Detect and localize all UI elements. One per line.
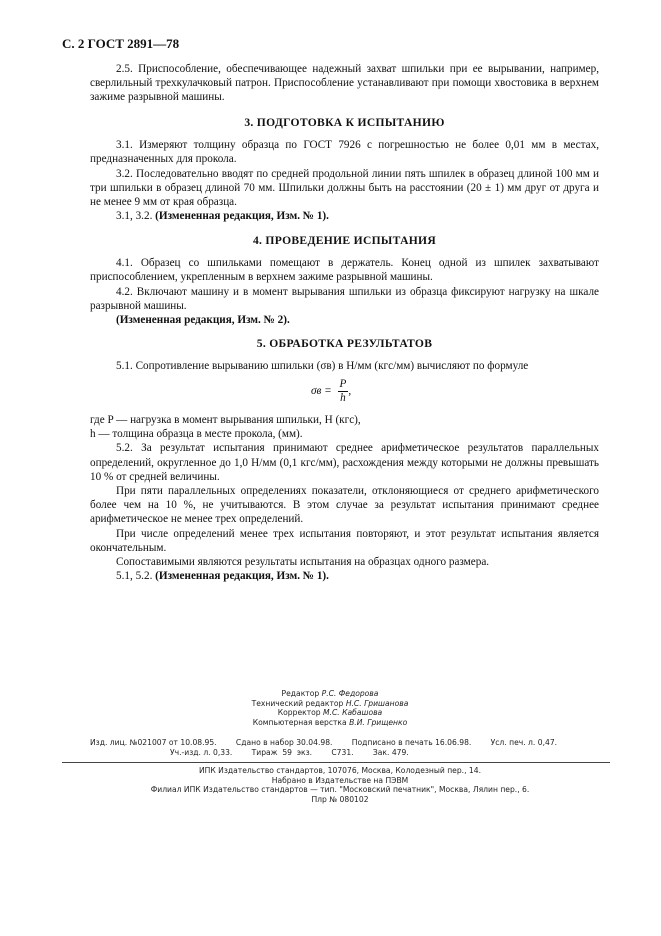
credit-corrector-name: М.С. Кабашова <box>323 708 383 718</box>
credit-editor <box>200 689 460 699</box>
amendment-note-5: (Измененная редакция, Изм. № 1). <box>155 570 329 583</box>
formula-denominator: h <box>340 392 346 404</box>
section-5-body <box>90 413 599 583</box>
section-4-amendment: (Измененная редакция, Изм. № 2). <box>116 314 290 327</box>
section-4 <box>90 234 599 327</box>
where-line-2: h — толщина образца в месте прокола, (мм). <box>90 428 303 441</box>
footer-line-2: Набрано в Издательстве на ПЭВМ <box>271 775 409 785</box>
credit-corrector-label: Корректор <box>277 708 321 718</box>
footer-line-1: ИПК Издательство стандартов, 107076, Москва, Колодезный пер., 14. <box>198 766 481 775</box>
paragraph-5-2-d: Сопоставимыми являются результаты испытания на образцах одного размера. <box>116 556 490 569</box>
credit-layout-label: Компьютерная верстка <box>252 717 347 727</box>
section-5-title: 5. ОБРАБОТКА РЕЗУЛЬТАТОВ <box>256 337 433 350</box>
credit-layout <box>200 718 460 728</box>
credit-tech-name: Н.С. Гришанова <box>345 698 409 708</box>
paragraph-3-2: 3.2. Последовательно вводят по средней продольной линии пять шпилек в образец длиной 100 мм и три шпильки в образец длиной 70 мм. Шпильки должны быть на расстоянии (20 ± 1) мм друг от друга и не менее 9 мм от края образца. <box>90 167 599 209</box>
paragraph-2-5: 2.5. Приспособление, обеспечивающее надежный захват шпильки при ее вырывании, например, сверлильный трехкулачковый патрон. Приспособление устанавливают при помощи хвостовика в верхнем зажиме разрывной машины. <box>90 63 599 104</box>
formula-lhs: σв = <box>311 385 332 398</box>
credit-layout-name: В.И. Грищенко <box>349 717 408 727</box>
paragraph-4-1: 4.1. Образец со шпильками помещают в держатель. Конец одной из шпилек захватывают приспособлением, укрепленным в верхнем зажиме разрывной машины. <box>90 257 599 284</box>
paragraph-5-1: 5.1. Сопротивление вырыванию шпильки (σв) в Н/мм (кгс/мм) вычисляют по формуле <box>116 360 529 373</box>
section-3-title: 3. ПОДГОТОВКА К ИСПЫТАНИЮ <box>244 116 445 129</box>
section-5-amendment <box>90 569 599 583</box>
amendment-note: (Измененная редакция, Изм. № 1). <box>155 210 329 223</box>
paragraph-5-2-c: При числе определений менее трех испытания повторяют, и этот результат испытания является окончательным. <box>90 527 599 554</box>
publishing-row-2: Уч.-изд. л. 0,33. Тираж 59 экз. С731. Зак. 479. <box>170 748 409 757</box>
formula <box>311 378 351 405</box>
credit-editor-label: Редактор <box>281 689 320 698</box>
publishing-row-1: Изд. лиц. №021007 от 10.08.95. Сдано в набор 30.04.98. Подписано в печать 16.06.98. Усл. печ. л. 0,47. <box>90 738 558 747</box>
formula-fraction <box>338 378 352 405</box>
footer-divider <box>62 762 610 763</box>
credit-editor-name: Р.С. Федорова <box>321 689 379 698</box>
footer-line-3: Филиал ИПК Издательство стандартов — тип. "Московский печатник", Москва, Лялин пер., 6. <box>150 785 530 795</box>
section-3 <box>90 116 599 223</box>
paragraph-5-2: 5.2. За результат испытания принимают среднее арифметическое результатов параллельных определений, округленное до 1,0 Н/мм (0,1 кгс/мм), расхождения между которыми не должны превышать 10 % от средней величины. <box>90 442 599 483</box>
amendment-ref: 3.1, 3.2. <box>116 210 153 223</box>
credit-corrector <box>200 708 460 718</box>
amendment-ref-5: 5.1, 5.2. <box>116 570 153 583</box>
page-header: С. 2 ГОСТ 2891—78 <box>62 36 180 51</box>
credit-tech-label: Технический редактор <box>251 698 344 708</box>
body-block-2-5 <box>90 62 599 105</box>
credits-block <box>200 689 460 727</box>
paragraph-5-2-b: При пяти параллельных определениях показатели, отклоняющиеся от среднего арифметического более чем на 10 %, не учитываются. В этом случае за результат испытания принимают среднее арифметическое не менее трех определений. <box>90 485 599 526</box>
where-line-1: где P — нагрузка в момент вырывания шпильки, Н (кгс), <box>90 414 361 426</box>
footer-block <box>150 766 530 804</box>
paragraph-3-1: 3.1. Измеряют толщину образца по ГОСТ 7926 с погрешностью не более 0,01 мм в местах, предназначенных для прокола. <box>90 139 599 166</box>
formula-numerator: P <box>339 378 347 390</box>
paragraph-4-2: 4.2. Включают машину и в момент вырывания шпильки из образца фиксируют нагрузку на шкале разрывной машины. <box>90 285 599 312</box>
section-4-title: 4. ПРОВЕДЕНИЕ ИСПЫТАНИЯ <box>252 234 437 247</box>
footer-line-4: Плр № 080102 <box>311 794 369 804</box>
credit-tech <box>200 699 460 709</box>
section-3-amendment <box>90 209 599 223</box>
formula-tail: , <box>348 385 352 398</box>
section-5 <box>90 337 599 373</box>
